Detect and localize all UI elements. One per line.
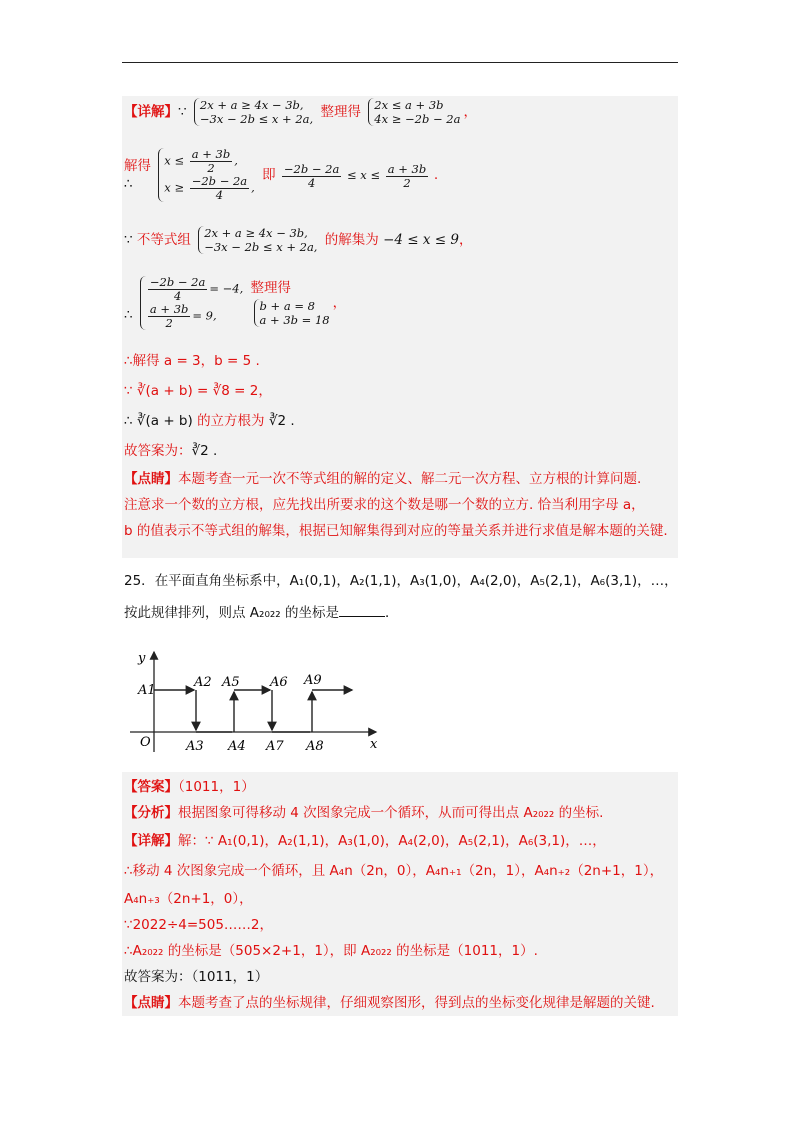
header-rule xyxy=(122,62,678,63)
point-label-a9: A9 xyxy=(304,673,322,688)
comment1-line-2: 注意求一个数的立方根，应先找出所要求的这个数是哪一个数的立方. 恰当利用字母 a， xyxy=(124,497,645,513)
detail-final-answer: 故答案为：∛2 . xyxy=(124,443,218,459)
point-label-a3: A3 xyxy=(186,739,204,754)
detail-cube-root-2: ∴ ∛(a + b) 的立方根为 ∛2 . xyxy=(124,413,295,429)
detail2-line-6: 故答案为：（1011，1） xyxy=(124,969,269,985)
question-25-line-2: 按此规律排列，则点 A₂₀₂₂ 的坐标是 ． xyxy=(124,605,399,621)
organized-system: 2x ≤ a + 3b 4x ≥ −2b − 2a xyxy=(368,98,460,126)
point-label-a8: A8 xyxy=(306,739,324,754)
answer-line: 【答案】（1011，1） xyxy=(124,779,255,795)
point-label-a2: A2 xyxy=(194,675,212,690)
detail-line-1: 【详解】∵ 2x + a ≥ 4x − 3b, −3x − 2b ≤ x + 2a, 整理得 2x ≤ a + 3b 4x ≥ −2b − 2a ， xyxy=(124,98,477,126)
detail2-line-3: A₄n₊₃（2n+1，0）， xyxy=(124,891,253,907)
question-25-line-1: 25．在平面直角坐标系中，A₁(0,1)，A₂(1,1)，A₃(1,0)，A₄(2,0)，A₅(2,1)，A₆(3,1)，…， xyxy=(124,573,678,589)
answer-blank xyxy=(339,604,385,617)
detail2-line-1: 【详解】解：∵ A₁(0,1)，A₂(1,1)，A₃(1,0)，A₄(2,0)，A₅(2,1)，A₆(3,1)，…， xyxy=(124,833,606,849)
detail-cube-root-1: ∵ ∛(a + b) = ∛8 = 2， xyxy=(124,383,272,399)
y-axis-label: y xyxy=(138,651,146,666)
point-label-a7: A7 xyxy=(266,739,284,754)
comment2-line: 【点睛】本题考查了点的坐标规律，仔细观察图形，得到点的坐标变化规律是解题的关键. xyxy=(124,995,655,1011)
comment1-line-3: b 的值表示不等式组的解集，根据已知解集得到对应的等量关系并进行求值是解本题的关键. xyxy=(124,523,668,539)
detail2-line-2: ∴移动 4 次图象完成一个循环，且 A₄n（2n，0），A₄n₊₁（2n，1），A₄n₊₂（2n+1，1）， xyxy=(124,863,664,879)
inequality-system: 2x + a ≥ 4x − 3b, −3x − 2b ≤ x + 2a, xyxy=(194,98,313,126)
detail2-line-4: ∵2022÷4=505……2， xyxy=(124,917,274,933)
detail-result-ab: ∴解得 a = 3，b = 5 . xyxy=(124,353,260,369)
point-label-a6: A6 xyxy=(270,675,288,690)
point-label-a4: A4 xyxy=(228,739,246,754)
solved-system: x ≤ $\frac{a + 3b}{2}$ , x ≥ $\frac{-2b - 2a}{4}$ , xyxy=(158,148,255,202)
point-label-a5: A5 xyxy=(222,675,240,690)
combined-inequality: $\frac{-2b - 2a}{4}$ ≤ x ≤ $\frac{a + 3b}{2}$ xyxy=(283,161,427,190)
detail-line-2: 解得 ∴ x ≤ $\frac{a + 3b}{2}$ , x ≥ $\frac{-2b - 2a}{4}$ , 即 $\frac{-2b - 2a}{4}$ ≤ x ≤ $\frac{a + 3b}{2}$ . xyxy=(124,147,439,202)
detail-line-4: ∴ $\frac{-2b - 2a}{4}$ = −4, $\frac{a + 3b}{2}$ = 9, 整理得 b + a = 8 a + 3b = 18， xyxy=(124,275,347,330)
point-label-a1: A1 xyxy=(138,683,156,698)
detail-line-3: ∵ 不等式组 2x + a ≥ 4x − 3b, −3x − 2b ≤ x + 2a, 的解集为 −4 ≤ x ≤ 9， xyxy=(124,226,473,254)
origin-label: O xyxy=(140,735,151,750)
x-axis-label: x xyxy=(370,737,378,752)
analysis-line: 【分析】根据图象可得移动 4 次图象完成一个循环，从而可得出点 A₂₀₂₂ 的坐标. xyxy=(124,805,604,821)
comment1-line-1: 【点睛】本题考查一元一次不等式组的解的定义、解二元一次方程、立方根的计算问题. xyxy=(124,471,642,487)
coordinate-figure xyxy=(124,646,384,758)
detail2-line-5: ∴A₂₀₂₂ 的坐标是（505×2+1，1），即 A₂₀₂₂ 的坐标是（1011，1）. xyxy=(124,943,538,959)
